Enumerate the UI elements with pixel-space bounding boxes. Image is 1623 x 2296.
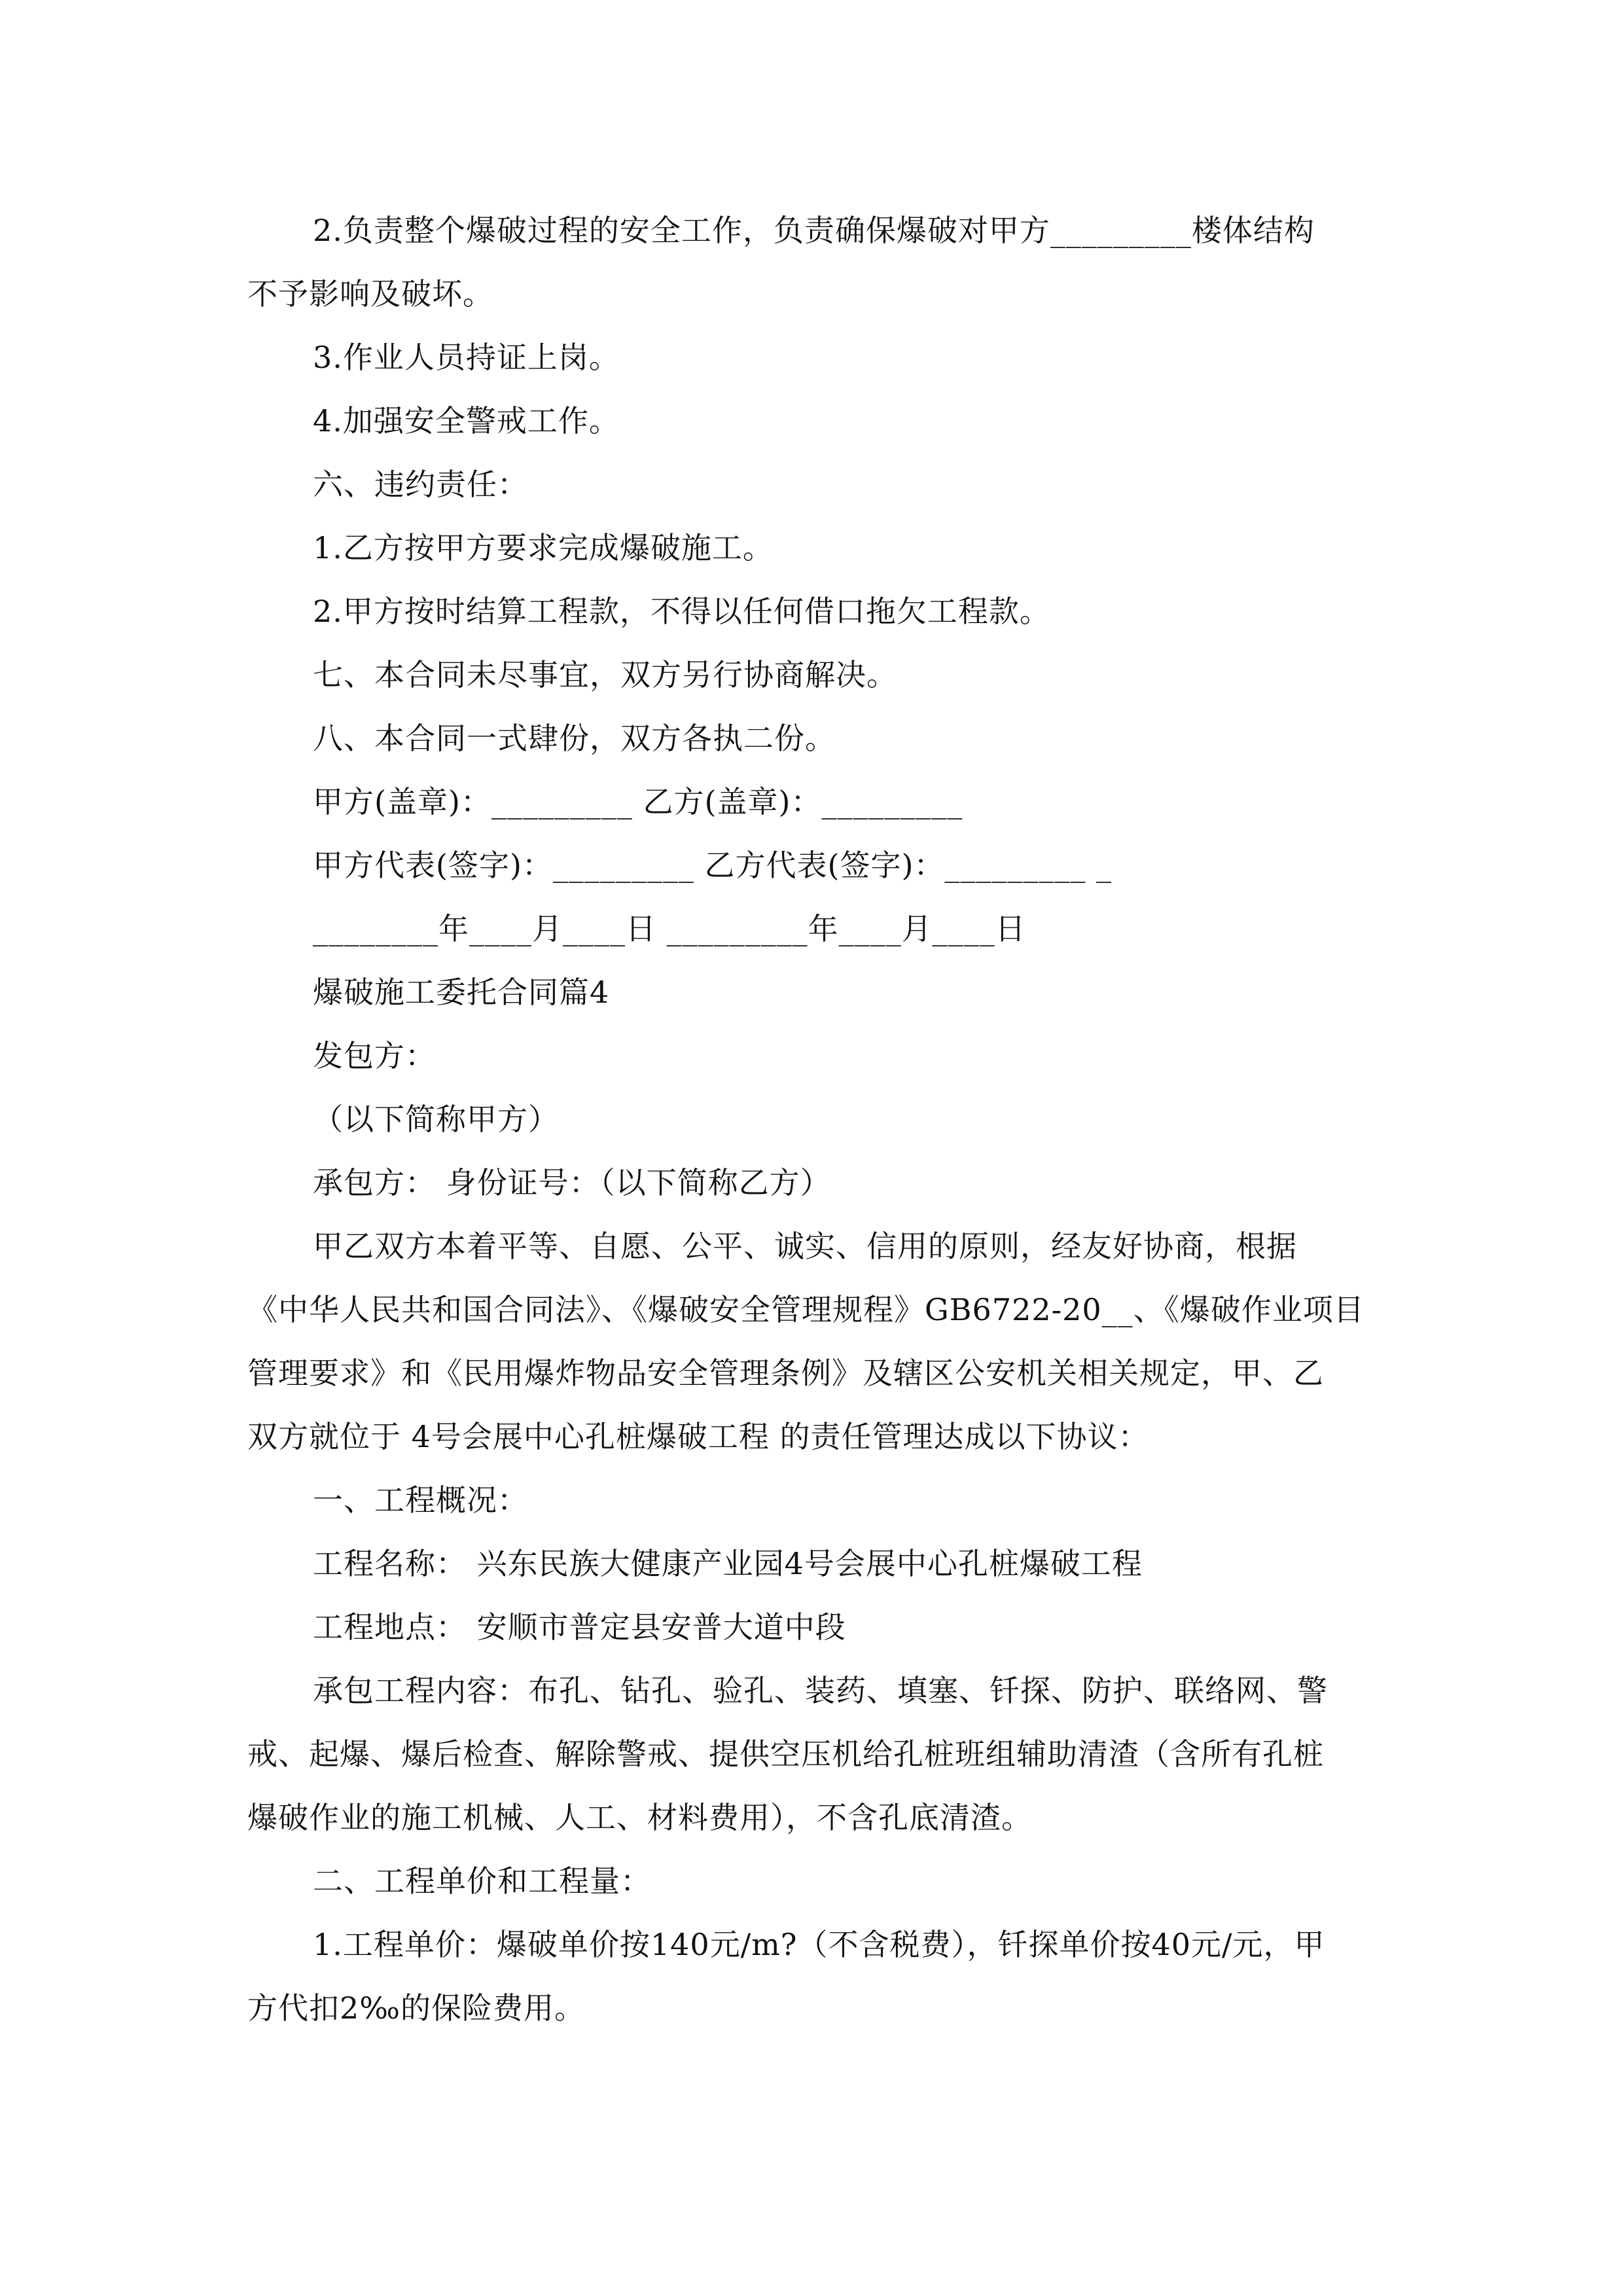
text-line: 2.负责整个爆破过程的安全工作，负责确保爆破对甲方_________楼体结构 (313, 213, 1315, 248)
signature-line: 甲方代表(签字)：_________ 乙方代表(签字)：_________ _ (313, 848, 1113, 883)
text-line: （以下简称甲方） (313, 1102, 559, 1137)
text-line: 承包工程内容：布孔、钻孔、验孔、装药、填塞、钎探、防护、联络网、警 (313, 1673, 1328, 1708)
text-line: 《中华人民共和国合同法》、《爆破安全管理规程》GB6722-20__、《爆破作业项目 (247, 1292, 1364, 1327)
text-line: 双方就位于 4号会展中心孔桩爆破工程 的责任管理达成以下协议： (247, 1419, 1149, 1454)
text-line: 1.工程单价：爆破单价按140元/m?（不含税费），钎探单价按40元/元，甲 (313, 1927, 1325, 1962)
text-line: 八、本合同一式肆份，双方各执二份。 (313, 721, 836, 756)
section-heading: 一、工程概况： (313, 1482, 528, 1518)
text-line: 戒、起爆、爆后检查、解除警戒、提供空压机给孔桩班组辅助清渣（含所有孔桩 (247, 1736, 1324, 1772)
text-line: 2.甲方按时结算工程款，不得以任何借口拖欠工程款。 (313, 594, 1050, 629)
seal-line: 甲方(盖章)：_________ 乙方(盖章)：_________ (313, 784, 963, 819)
text-line: 七、本合同未尽事宜，双方另行协商解决。 (313, 657, 897, 692)
date-line: ________年____月____日 _________年____月____日 (313, 911, 1026, 946)
section-heading: 六、违约责任： (313, 467, 528, 502)
text-line: 3.作业人员持证上岗。 (313, 340, 620, 375)
text-line: 工程名称： 兴东民族大健康产业园4号会展中心孔桩爆破工程 (313, 1546, 1143, 1581)
text-line: 方代扣2‰的保险费用。 (247, 1990, 585, 2026)
text-line: 4.加强安全警戒工作。 (313, 403, 620, 439)
text-line: 发包方： (313, 1038, 436, 1073)
text-line: 1.乙方按甲方要求完成爆破施工。 (313, 530, 774, 565)
section-heading: 二、工程单价和工程量： (313, 1863, 651, 1899)
text-line: 管理要求》和《民用爆炸物品安全管理条例》及辖区公安机关相关规定，甲、乙 (247, 1355, 1324, 1391)
text-line: 承包方： 身份证号：（以下简称乙方） (313, 1165, 831, 1200)
section-title: 爆破施工委托合同篇4 (313, 975, 610, 1010)
text-line: 工程地点： 安顺市普定县安普大道中段 (313, 1609, 846, 1645)
text-line: 不予影响及破坏。 (247, 276, 493, 312)
text-line: 爆破作业的施工机械、人工、材料费用），不含孔底清渣。 (247, 1800, 1032, 1835)
text-line: 甲乙双方本着平等、自愿、公平、诚实、信用的原则，经友好协商，根据 (313, 1229, 1297, 1264)
